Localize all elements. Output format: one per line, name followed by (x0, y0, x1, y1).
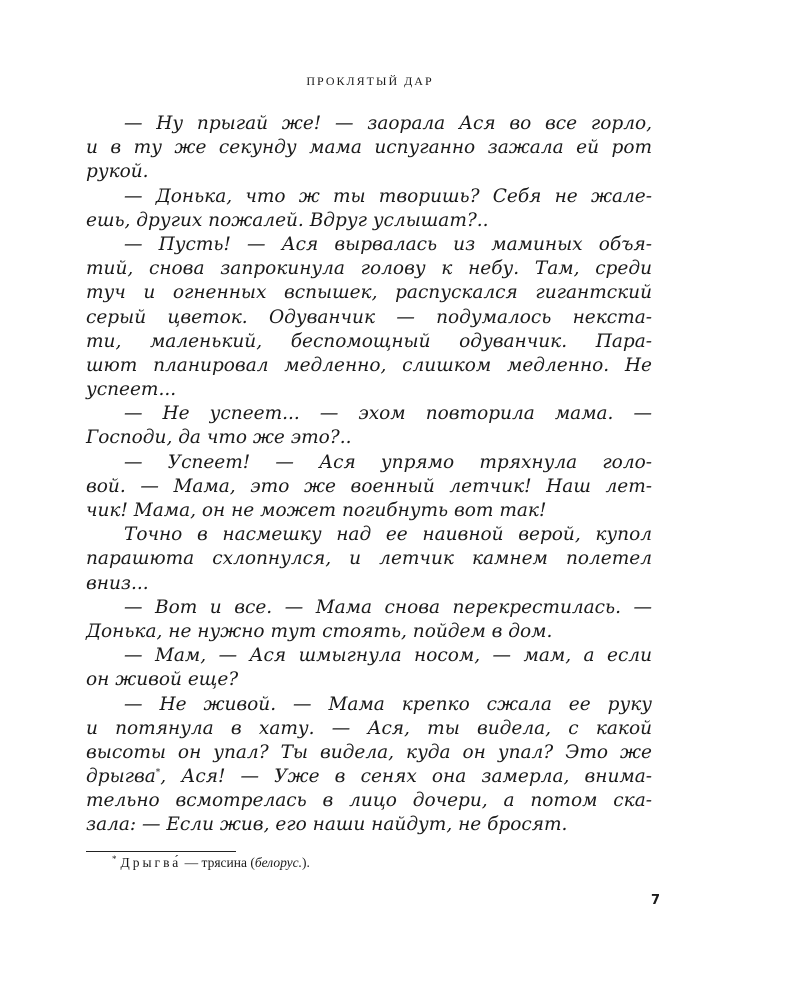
text-line: — Успеет! — Ася упрямо тряхнула голо- (124, 451, 652, 473)
footnote-divider (86, 851, 236, 852)
text-line: рукой. (86, 161, 149, 183)
text-line: туч и огненных вспышек, распускался гигантский (86, 282, 652, 304)
footnote-reference[interactable]: * (155, 767, 161, 778)
text-line: Господи, да что же это?.. (86, 427, 352, 449)
text-line: успеет... (86, 379, 177, 401)
text-line: зала: — Если жив, его наши найдут, не бросят. (86, 814, 568, 836)
text-line: шют планировал медленно, слишком медленно. Не (86, 354, 652, 376)
text-line: высоты он упал? Ты видела, куда он упал? Это же (86, 741, 652, 763)
text-line: — Ну прыгай же! — заорала Ася во все горло, (124, 113, 652, 134)
text-line: чик! Мама, он не может погибнуть вот так! (86, 500, 547, 521)
text-line: вниз... (86, 572, 149, 594)
text-line: он живой еще? (86, 669, 239, 691)
footnote-marker: * (112, 853, 117, 864)
text-line: — Пусть! — Ася вырвалась из маминых объя- (124, 233, 652, 255)
text-line: — Не успеет... — эхом повторила мама. — (124, 403, 652, 425)
running-head: ПРОКЛЯТЫЙ ДАР (306, 74, 434, 88)
text-line: тий, снова запрокинула голову к небу. Там, среди (86, 258, 652, 280)
footnote-language: белорус. (254, 855, 303, 870)
body-text (86, 112, 652, 838)
text-line: серый цветок. Одуванчик — подумалось некста- (86, 306, 652, 328)
text-line: ешь, других пожалей. Вдруг услышат?.. (86, 209, 489, 231)
text-line: — Донька, что ж ты творишь? Себя не жале- (124, 185, 652, 207)
text-line: вой. — Мама, это же военный летчик! Наш лет- (86, 475, 652, 497)
text-line: Донька, не нужно тут стоять, пойдем в дом. (86, 620, 553, 642)
text-line: — Не живой. — Мама крепко сжала ее руку (124, 693, 652, 715)
text-line: — Мам, — Ася шмыгнула носом, — мам, а если (124, 645, 652, 667)
footnoted-word: дрыгва (86, 766, 156, 788)
text-line: и потянула в хату. — Ася, ты видела, с какой (86, 717, 652, 739)
footnote-definition: — трясина ( (184, 855, 255, 870)
text-line-rest: , Ася! — Уже в сенях она замерла, внима- (160, 766, 652, 788)
text-line: парашюта схлопнулся, и летчик камнем полетел (86, 548, 652, 570)
text-line: тельно всмотрелась в лицо дочери, а потом ска- (86, 790, 652, 812)
text-line: и в ту же секунду мама испуганно зажала ей рот (86, 137, 652, 159)
text-line: Точно в насмешку над ее наивной верой, купол (124, 524, 652, 546)
footnote-closing: ). (302, 855, 310, 870)
text-line: ти, маленький, беспомощный одуванчик. Пара- (86, 330, 652, 352)
text-line: — Вот и все. — Мама снова перекрестилась. — (124, 596, 652, 618)
text-line-with-footnote (86, 765, 652, 789)
footnote (112, 855, 310, 871)
page-number: 7 (651, 893, 661, 908)
footnote-term: Дрыгва́ (120, 855, 182, 870)
